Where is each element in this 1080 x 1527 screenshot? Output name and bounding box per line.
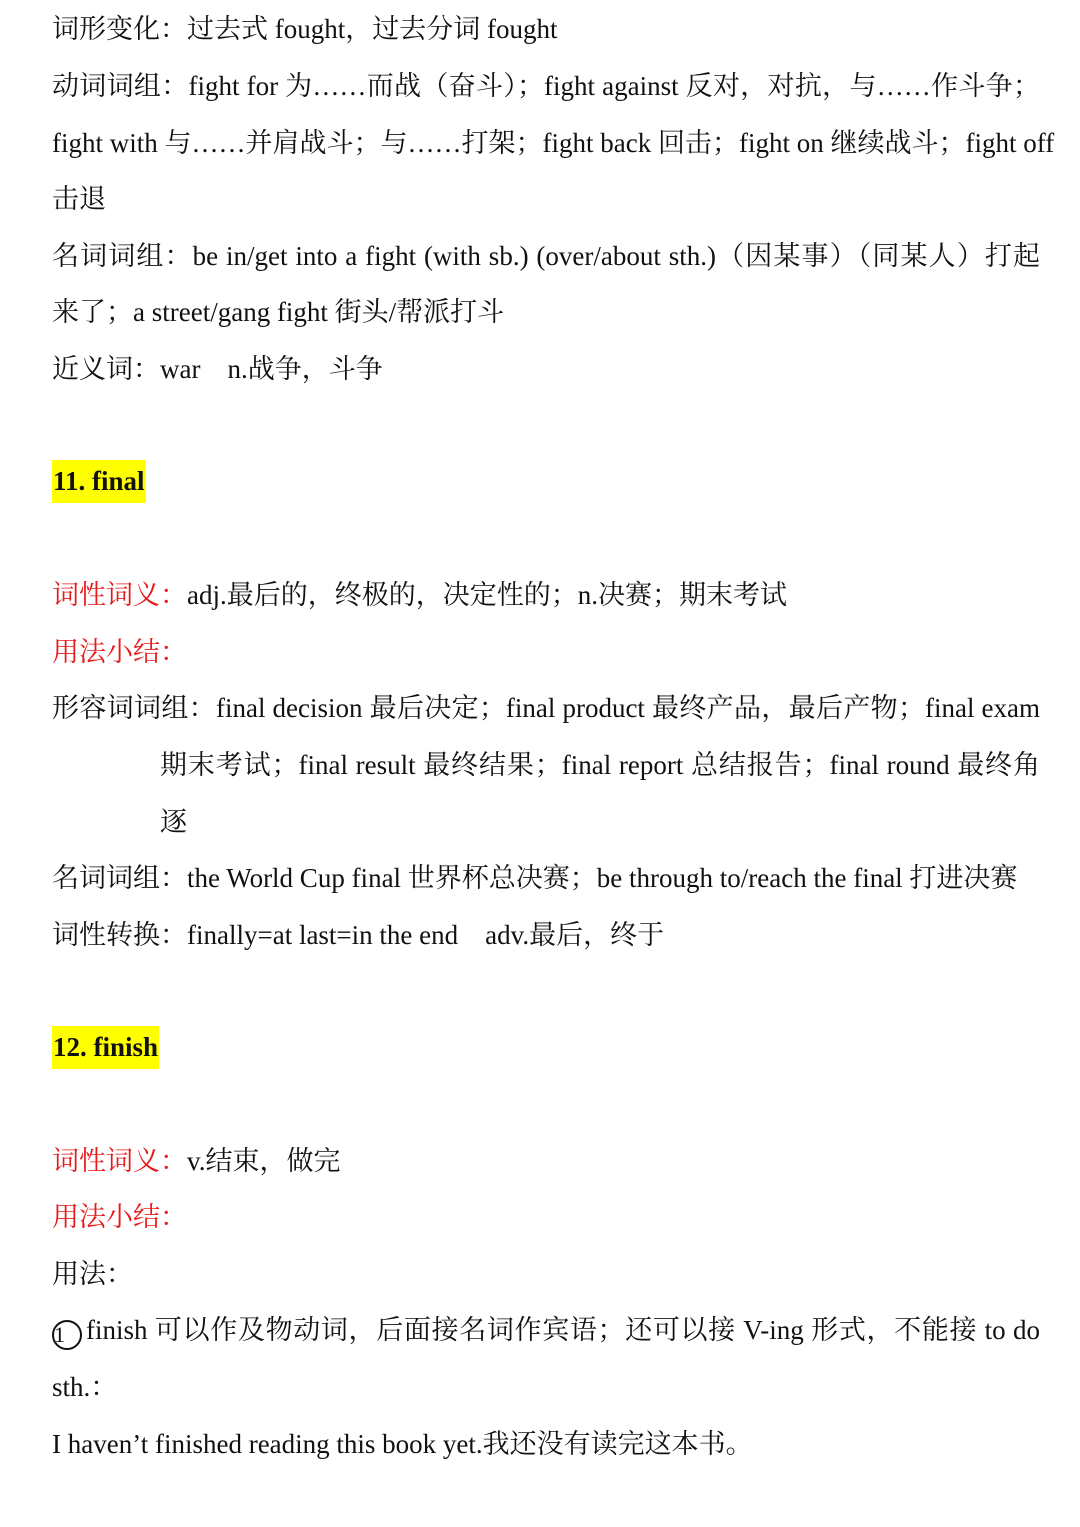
verb-phrases-line-1: 动词词组：fight for 为……而战（奋斗）；fight against 反对，对抗，与……作斗争； [52,71,1040,101]
pos-text: adj.最后的，终极的，决定性的；n.决赛；期末考试 [187,580,787,610]
pos-label: 词性词义： [52,1146,187,1176]
conversion-line: 词性转换：finally=at last=in the end adv.最后，终于 [52,920,665,950]
usage-intro: 用法： [52,1259,133,1289]
entry-heading-final: 11. final [52,460,146,503]
pos-text: v.结束，做完 [187,1146,341,1176]
usage-point-1-text: finish 可以作及物动词，后面接名词作宾语；还可以接 V-ing 形式，不能接 to do [86,1315,1040,1345]
example-sentence: I haven’t finished reading this book yet.我还没有读完这本书。 [52,1429,753,1459]
pos-line-final [52,578,1040,612]
adj-phrases-line-2: 期末考试；final result 最终结果；final report 总结报告；final round 最终角 [160,750,1040,780]
pos-label: 词性词义： [52,580,187,610]
verb-phrases-line-2: fight with 与……并肩战斗；与……打架；fight back 回击；fight on 继续战斗；fight off [52,128,1055,158]
pos-line-finish [52,1144,1040,1178]
noun-phrases-line-2: 来了；a street/gang fight 街头/帮派打斗 [52,297,505,327]
noun-phrases-line-1: 名词词组：be in/get into a fight (with sb.) (over/about sth.)（因某事）（同某人）打起 [52,241,1040,271]
verb-phrases-line-3: 击退 [52,184,106,214]
noun-phrases-final: 名词词组：the World Cup final 世界杯总决赛；be through to/reach the final 打进决赛 [52,863,1018,893]
entry-heading-finish: 12. finish [52,1026,159,1069]
usage-label-finish: 用法小结： [52,1202,187,1232]
usage-label-final: 用法小结： [52,637,187,667]
usage-point-1-cont: sth.： [52,1372,118,1402]
synonym-line: 近义词：war n.战争，斗争 [52,354,383,384]
usage-point-1 [52,1313,1040,1350]
adj-phrases-line-1: 形容词词组：final decision 最后决定；final product 最终产品，最后产物；final exam [52,693,1040,723]
circled-number-marker: 1 [52,1320,82,1350]
word-forms-line: 词形变化：过去式 fought，过去分词 fought [52,14,558,44]
adj-phrases-line-3: 逐 [160,807,187,837]
